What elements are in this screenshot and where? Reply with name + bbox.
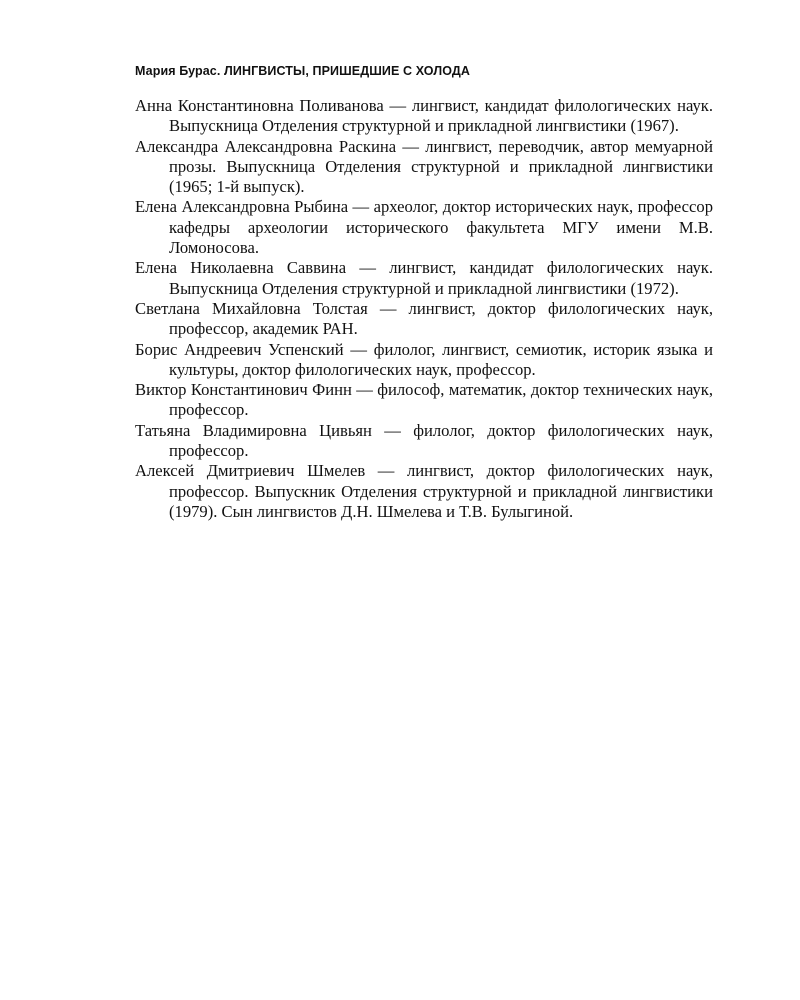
biography-entry-raskina: Александра Александровна Раскина — лингвист, переводчик, автор мемуарной прозы. Выпускница Отделения структурной и прикладной лингвистики (1965; 1-й выпуск). <box>135 136 713 197</box>
biography-entry-savvina: Елена Николаевна Саввина — лингвист, кандидат филологических наук. Выпускница Отделения структурной и прикладной лингвистики (1972). <box>135 258 713 298</box>
biography-entry-rybina: Елена Александровна Рыбина — археолог, доктор исторических наук, профессор кафедры археологии исторического факультета МГУ имени М.В. Ломоносова. <box>135 197 713 258</box>
biography-entry-uspensky: Борис Андреевич Успенский — филолог, лингвист, семиотик, историк языка и культуры, доктор филологических наук, профессор. <box>135 339 713 379</box>
biography-entry-shmelev: Алексей Дмитриевич Шмелев — лингвист, доктор филологических наук, профессор. Выпускник Отделения структурной и прикладной лингвистики (1979). Сын лингвистов Д.Н. Шмелева и Т.В. Булыгиной. <box>135 461 713 521</box>
biography-entry-tsivyan: Татьяна Владимировна Цивьян — филолог, доктор филологических наук, профессор. <box>135 420 713 461</box>
biography-entry-tolstaya: Светлана Михайловна Толстая — лингвист, доктор филологических наук, профессор, академик РАН. <box>135 298 713 339</box>
running-head <box>135 64 695 78</box>
biography-list <box>135 96 713 522</box>
running-head-title: ЛИНГВИСТЫ, ПРИШЕДШИЕ С ХОЛОДА <box>224 64 470 78</box>
biography-entry-finn: Виктор Константинович Финн — философ, математик, доктор технических наук, профессор. <box>135 380 713 420</box>
running-head-author: Мария Бурас. <box>135 64 221 78</box>
biography-entry-polivanova: Анна Константиновна Поливанова — лингвист, кандидат филологических наук. Выпускница Отделения структурной и прикладной лингвистики (1967). <box>135 96 713 136</box>
